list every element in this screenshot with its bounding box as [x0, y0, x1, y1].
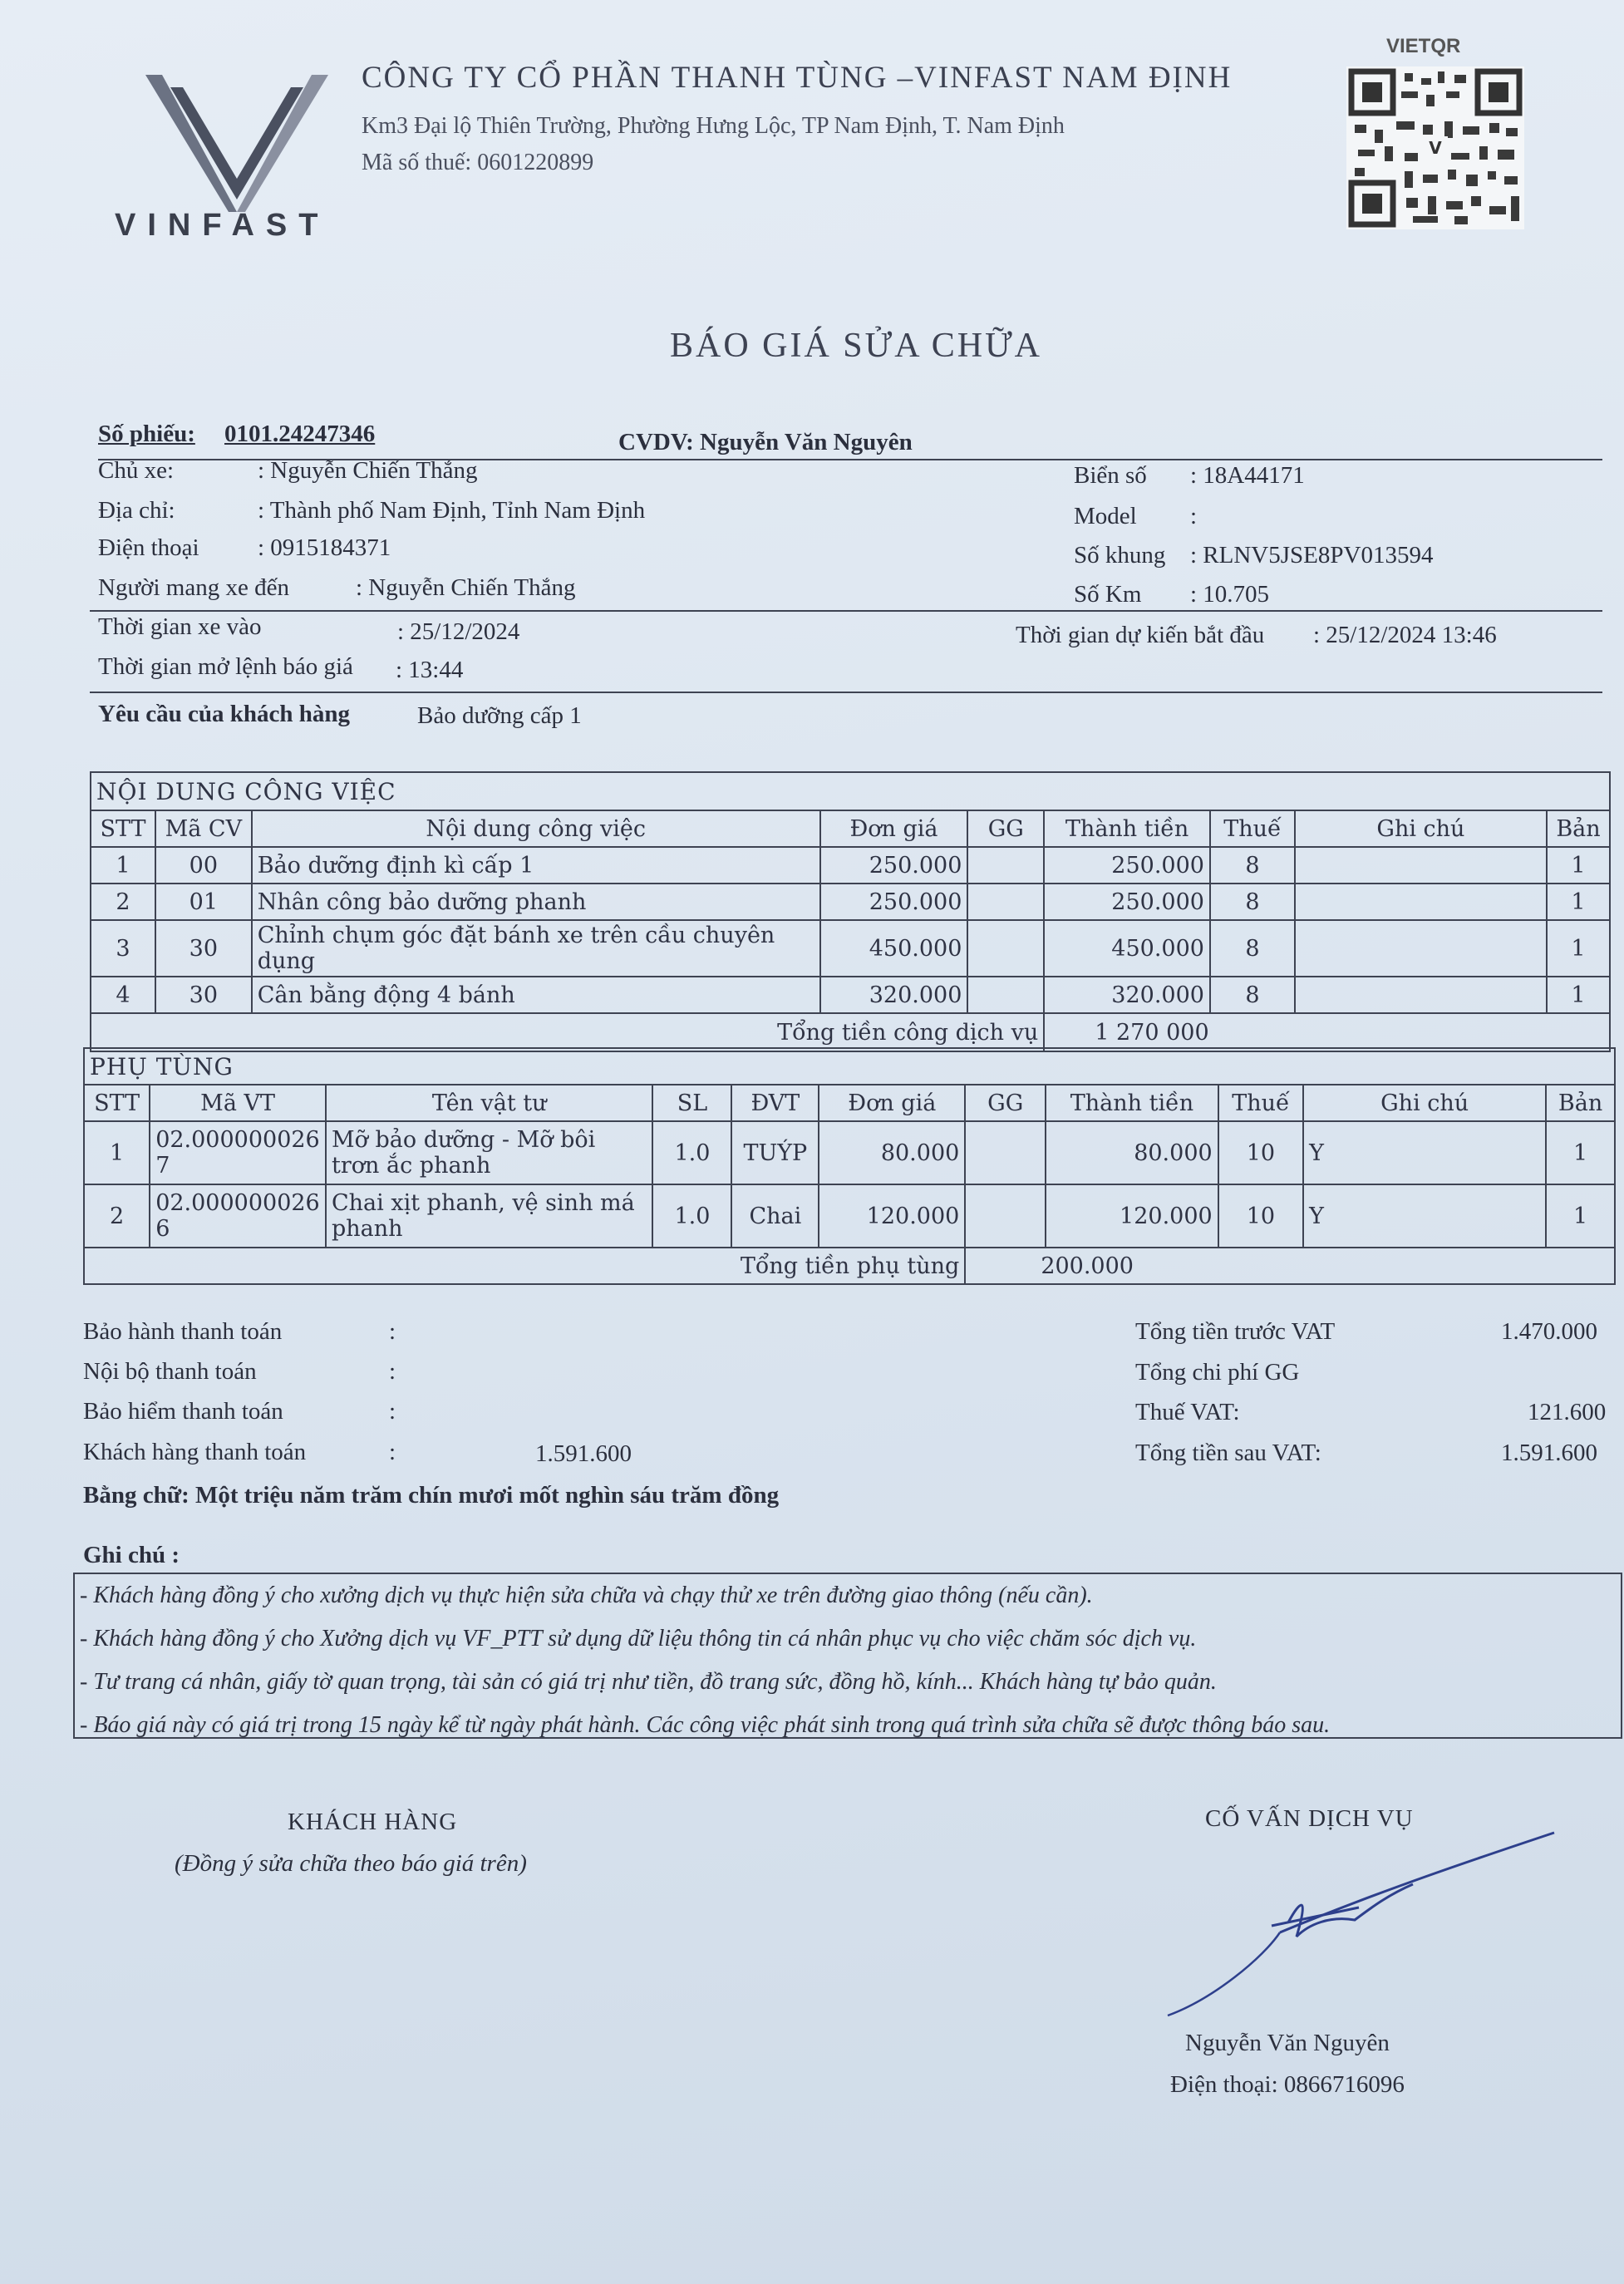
cell [1295, 920, 1547, 977]
cell: 120.000 [819, 1184, 965, 1248]
col-header: Ghi chú [1303, 1085, 1546, 1121]
so-km-value: : 10.705 [1190, 581, 1270, 608]
col-header: Nội dung công việc [252, 810, 820, 847]
col-header: Thành tiền [1044, 810, 1210, 847]
cell: 3 [91, 920, 155, 977]
cell: Chai [731, 1184, 819, 1248]
truoc-vat-value: 1.470.000 [1501, 1318, 1597, 1345]
cell: 4 [91, 977, 155, 1013]
tg-mo-value: : 13:44 [396, 657, 464, 683]
colon: : [389, 1398, 396, 1425]
notes-label: Ghi chú : [83, 1542, 180, 1568]
cell: 02.000000026 7 [150, 1121, 326, 1184]
cell: 10 [1218, 1121, 1303, 1184]
cell: 250.000 [820, 847, 968, 884]
tg-bat-dau-label: Thời gian dự kiến bắt đầu [1016, 622, 1265, 648]
cell: 250.000 [1044, 884, 1210, 920]
cell: 1 [1547, 920, 1610, 977]
cell: 1 [1546, 1184, 1615, 1248]
work-total-value: 1 270 000 [1044, 1013, 1610, 1051]
cell [965, 1184, 1046, 1248]
divider [90, 610, 1602, 612]
cell: 02.000000026 6 [150, 1184, 326, 1248]
yeu-cau-label: Yêu cầu của khách hàng [98, 701, 350, 727]
company-tax-code: Mã số thuế: 0601220899 [362, 150, 594, 175]
cell: 1 [1547, 847, 1610, 884]
parts-section-title: PHỤ TÙNG [84, 1048, 1615, 1085]
cell: 2 [91, 884, 155, 920]
khach-hang-value: 1.591.600 [535, 1440, 632, 1467]
cell: 450.000 [820, 920, 968, 977]
tg-vao-label: Thời gian xe vào [98, 613, 262, 640]
dien-thoai-label: Điện thoại [98, 534, 199, 561]
col-header: GG [965, 1085, 1046, 1121]
cell: 1 [1546, 1121, 1615, 1184]
khach-hang-label: Khách hàng thanh toán [83, 1439, 307, 1465]
col-header: Ghi chú [1295, 810, 1547, 847]
cell [967, 884, 1044, 920]
cell: Mỡ bảo dưỡng - Mỡ bôi trơn ắc phanh [326, 1121, 652, 1184]
cell: 80.000 [1046, 1121, 1218, 1184]
sau-vat-value: 1.591.600 [1501, 1440, 1597, 1466]
col-header: Mã CV [155, 810, 252, 847]
parts-total-value: 200.000 [965, 1248, 1615, 1284]
customer-title: KHÁCH HÀNG [288, 1809, 458, 1835]
col-header: Thuế [1218, 1085, 1303, 1121]
so-phieu-label: Số phiếu: [98, 421, 195, 447]
cell: 2 [84, 1184, 150, 1248]
cell: 80.000 [819, 1121, 965, 1184]
chu-xe-label: Chủ xe: [98, 457, 175, 484]
so-phieu-value: 0101.24247346 [224, 421, 376, 447]
cell: 1 [1547, 977, 1610, 1013]
col-header: ĐVT [731, 1085, 819, 1121]
chu-xe-value: : Nguyễn Chiến Thắng [258, 457, 478, 484]
cell: 1.0 [652, 1184, 731, 1248]
nguoi-mang-value: : Nguyễn Chiến Thắng [356, 574, 576, 601]
table-row [84, 1121, 1615, 1184]
dien-thoai-value: : 0915184371 [258, 534, 391, 561]
note-line: - Khách hàng đồng ý cho Xưởng dịch vụ VF_PTT sử dụng dữ liệu thông tin cá nhân phục vụ cho việc chăm sóc dịch vụ. [80, 1626, 1197, 1651]
work-table [90, 771, 1611, 1052]
cell: 10 [1218, 1184, 1303, 1248]
so-khung-label: Số khung [1074, 542, 1166, 569]
cell: 120.000 [1046, 1184, 1218, 1248]
cell: 1 [91, 847, 155, 884]
cell: 250.000 [820, 884, 968, 920]
cell: Y [1303, 1184, 1546, 1248]
cell: Bảo dưỡng định kì cấp 1 [252, 847, 820, 884]
table-row [91, 920, 1610, 977]
truoc-vat-label: Tổng tiền trước VAT [1135, 1318, 1336, 1345]
brand-name: VINFAST [115, 208, 330, 243]
tg-bat-dau-value: : 25/12/2024 13:46 [1313, 622, 1497, 648]
bao-hanh-label: Bảo hành thanh toán [83, 1318, 283, 1345]
note-line: - Tư trang cá nhân, giấy tờ quan trọng, tài sản có giá trị như tiền, đồ trang sức, đồng hồ, kính... Khách hàng tự bảo quản. [80, 1669, 1217, 1695]
cell: 8 [1210, 847, 1295, 884]
cell: 8 [1210, 977, 1295, 1013]
cell [967, 977, 1044, 1013]
colon: : [389, 1439, 396, 1465]
cell [1295, 847, 1547, 884]
so-km-label: Số Km [1074, 581, 1142, 608]
col-header: Bản [1547, 810, 1610, 847]
tg-vao-value: : 25/12/2024 [397, 618, 520, 645]
col-header: Thuế [1210, 810, 1295, 847]
table-row [91, 847, 1610, 884]
yeu-cau-value: Bảo dưỡng cấp 1 [417, 702, 582, 729]
cell: 8 [1210, 920, 1295, 977]
note-line: - Khách hàng đồng ý cho xưởng dịch vụ thực hiện sửa chữa và chạy thử xe trên đường giao thông (nếu cần). [80, 1583, 1093, 1608]
advisor-phone: Điện thoại: 0866716096 [1170, 2071, 1405, 2098]
cell: 320.000 [820, 977, 968, 1013]
table-row [91, 884, 1610, 920]
document-title: BÁO GIÁ SỬA CHỮA [669, 327, 1043, 365]
work-section-title: NỘI DUNG CÔNG VIỆC [91, 772, 1610, 810]
qr-code-icon [1346, 66, 1524, 229]
model-value: : [1190, 503, 1198, 529]
table-row [91, 977, 1610, 1013]
cell [965, 1121, 1046, 1184]
cell: 00 [155, 847, 252, 884]
cvdv: CVDV: Nguyễn Văn Nguyên [618, 429, 913, 455]
thue-vat-value: 121.600 [1528, 1399, 1607, 1425]
note-line: - Báo giá này có giá trị trong 15 ngày kể từ ngày phát hành. Các công việc phát sinh trong quá trình sửa chữa sẽ được thông báo sau. [80, 1712, 1331, 1738]
company-address: Km3 Đại lộ Thiên Trường, Phường Hưng Lộc, TP Nam Định, T. Nam Định [362, 113, 1065, 139]
bien-so-value: : 18A44171 [1190, 462, 1305, 489]
customer-note: (Đồng ý sửa chữa theo báo giá trên) [175, 1850, 527, 1877]
col-header: Thành tiền [1046, 1085, 1218, 1121]
col-header: Đơn giá [820, 810, 968, 847]
cell: 320.000 [1044, 977, 1210, 1013]
col-header: Bản [1546, 1085, 1615, 1121]
noi-bo-label: Nội bộ thanh toán [83, 1358, 257, 1385]
cell [967, 847, 1044, 884]
signature-icon [1164, 1824, 1579, 2040]
advisor-name: Nguyễn Văn Nguyên [1185, 2030, 1390, 2056]
cell: 30 [155, 977, 252, 1013]
work-total-label: Tổng tiền công dịch vụ [91, 1013, 1044, 1051]
col-header: GG [967, 810, 1044, 847]
bien-so-label: Biển số [1074, 462, 1147, 489]
col-header: STT [91, 810, 155, 847]
col-header: Đơn giá [819, 1085, 965, 1121]
vietqr-label: VIETQR [1386, 35, 1461, 57]
cell: Y [1303, 1121, 1546, 1184]
cell: 250.000 [1044, 847, 1210, 884]
thue-vat-label: Thuế VAT: [1135, 1399, 1240, 1425]
cell: 1.0 [652, 1121, 731, 1184]
cell: Cân bằng động 4 bánh [252, 977, 820, 1013]
cell: Chỉnh chụm góc đặt bánh xe trên cầu chuyên dụng [252, 920, 820, 977]
col-header: Mã VT [150, 1085, 326, 1121]
svg-text:V: V [1429, 138, 1442, 158]
cell [1295, 977, 1547, 1013]
tg-mo-label: Thời gian mở lệnh báo giá [98, 653, 353, 680]
cell: 01 [155, 884, 252, 920]
notes-box [73, 1573, 1622, 1739]
col-header: Tên vật tư [326, 1085, 652, 1121]
divider [90, 692, 1602, 693]
colon: : [389, 1318, 396, 1345]
bao-hiem-label: Bảo hiểm thanh toán [83, 1398, 283, 1425]
parts-total-label: Tổng tiền phụ tùng [84, 1248, 965, 1284]
dia-chi-value: : Thành phố Nam Định, Tỉnh Nam Định [258, 497, 646, 524]
cell: 30 [155, 920, 252, 977]
cell: TUÝP [731, 1121, 819, 1184]
advisor-title: CỐ VẤN DỊCH VỤ [1205, 1805, 1414, 1832]
col-header: SL [652, 1085, 731, 1121]
cell: 1 [84, 1121, 150, 1184]
colon: : [389, 1358, 396, 1385]
cell: 8 [1210, 884, 1295, 920]
cell [1295, 884, 1547, 920]
model-label: Model [1074, 503, 1137, 529]
cell: 1 [1547, 884, 1610, 920]
bang-chu: Bằng chữ: Một triệu năm trăm chín mươi mốt nghìn sáu trăm đồng [83, 1482, 780, 1509]
cell: 450.000 [1044, 920, 1210, 977]
company-name: CÔNG TY CỔ PHẦN THANH TÙNG –VINFAST NAM ĐỊNH [362, 61, 1233, 95]
cell [967, 920, 1044, 977]
dia-chi-label: Địa chỉ: [98, 497, 175, 524]
table-row [84, 1184, 1615, 1248]
sau-vat-label: Tổng tiền sau VAT: [1135, 1440, 1321, 1466]
cell: Nhân công bảo dưỡng phanh [252, 884, 820, 920]
so-khung-value: : RLNV5JSE8PV013594 [1190, 542, 1434, 569]
nguoi-mang-label: Người mang xe đến [98, 574, 289, 601]
parts-table [83, 1047, 1616, 1285]
col-header: STT [84, 1085, 150, 1121]
chi-phi-gg-label: Tổng chi phí GG [1135, 1359, 1300, 1386]
cell: Chai xịt phanh, vệ sinh má phanh [326, 1184, 652, 1248]
